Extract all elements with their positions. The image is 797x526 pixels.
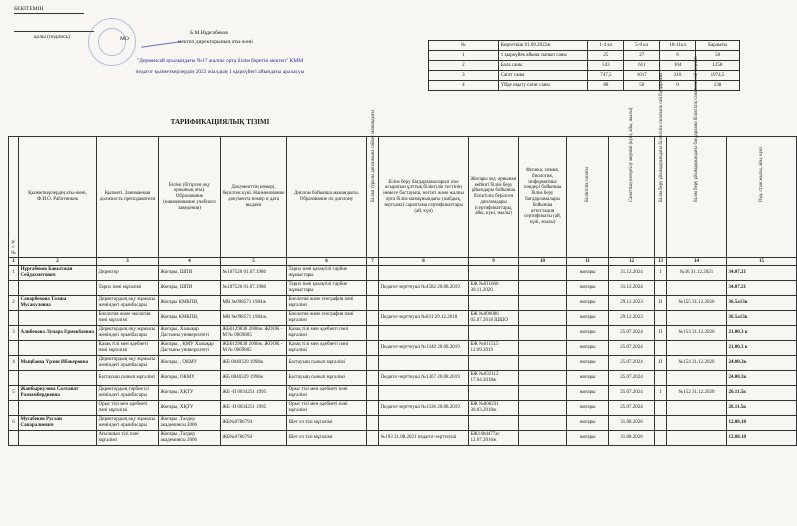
stats-cell: 3: [429, 71, 499, 81]
cell-role: Биология және экология пәні мұғалімі: [97, 311, 159, 326]
table-row: [9, 341, 797, 356]
cell-name: [19, 281, 97, 296]
cell-empty: [367, 386, 379, 401]
cell-name: Мусабеков Руслан Сапаралиевич: [19, 416, 97, 431]
cell-edu: Жоғары, ХҚТУ: [159, 386, 221, 401]
cell-name: Мыңбаева Үрзия Ибакеровна: [19, 356, 97, 371]
col-header: Пед. стаж жылы, айы, күні: [727, 137, 797, 258]
cell-cat: жоғары: [567, 266, 609, 281]
director-role: мектеп директорының аты-жөні: [178, 39, 253, 45]
cell-spec: Тарих пәні қазақтілі тарбие жұмыстары: [287, 266, 367, 281]
stats-cell: 1258: [696, 61, 740, 71]
cell-stage: 24.00.3к: [727, 356, 797, 371]
cell-no: [9, 431, 19, 446]
cell-date: 31.08.2026: [609, 416, 655, 431]
cell-pr: [667, 431, 727, 446]
cell-cert2: [469, 266, 519, 281]
cell-stage: 24.00.3к: [727, 371, 797, 386]
cell-no: 4: [9, 356, 19, 371]
cell-cert: Педагог-зерттеуші №1336 20.08.2019: [379, 401, 469, 416]
stats-cell: №: [429, 41, 499, 51]
cell-date: 31.12.2024: [609, 266, 655, 281]
cell-doc: МВ №098571 1984ж: [221, 296, 287, 311]
cell-empty: [519, 266, 567, 281]
column-number: 3: [97, 258, 159, 266]
col-header: Білімі туралы дипломына сәйкес мамандығы: [367, 137, 379, 258]
col-header: Біліктілік санаты: [567, 137, 609, 258]
cell-grp: II: [655, 356, 667, 371]
signature-caption: қолы (подпись): [34, 34, 70, 40]
table-row: [9, 431, 797, 446]
cell-edu: Жоғары, , ОКМУ: [159, 356, 221, 371]
cell-no: 5: [9, 386, 19, 401]
cell-edu: Жоғары ,Тәлдер академиясы 2006: [159, 416, 221, 431]
stats-cell: 6: [660, 51, 696, 61]
column-number: 14: [667, 258, 727, 266]
cell-cert: [379, 416, 469, 431]
stats-row: [429, 61, 740, 71]
cell-no: [9, 281, 19, 296]
stats-cell: Бала саны: [498, 61, 588, 71]
stats-cell: Көрсеткіш 01.09.2022ж: [498, 41, 588, 51]
column-number: 12: [609, 258, 655, 266]
stats-cell: 543: [588, 61, 624, 71]
cell-edu: Жоғары КМКПИ,: [159, 311, 221, 326]
cell-stage: 26.11.5к: [727, 401, 797, 416]
cell-spec: Бастауыш сынып мұғалімі: [287, 371, 367, 386]
cell-name: [19, 401, 97, 416]
stats-cell: 10-11кл: [660, 41, 696, 51]
cell-grp: I: [655, 266, 667, 281]
cell-empty: [519, 296, 567, 311]
stats-cell: 1-4 кл: [588, 41, 624, 51]
cell-cat: жоғары: [567, 416, 609, 431]
col-header: Білімі (бітірген оқу орнының аты). Образование (наименование учебного заведения): [159, 137, 221, 258]
stats-cell: 1 қыркүйек айына сынып саны: [498, 51, 588, 61]
cell-edu: Жоғары ,Тәлдер академиясы 2006: [159, 431, 221, 446]
cell-empty: [519, 281, 567, 296]
stats-cell: 104: [660, 61, 696, 71]
cell-edu: Жоғары, Халықар Дастыны университеті: [159, 326, 221, 341]
cell-cert2: [469, 386, 519, 401]
cell-cat: жоғары: [567, 296, 609, 311]
cell-pr: №154 31.12.2020: [667, 356, 727, 371]
cell-cat: жоғары: [567, 311, 609, 326]
cell-date: 31.08.2026: [609, 431, 655, 446]
cell-empty: [519, 386, 567, 401]
cell-pr: №155 31.12.2020: [667, 296, 727, 311]
cell-grp: [655, 281, 667, 296]
column-number: 11: [567, 258, 609, 266]
cell-empty: [519, 326, 567, 341]
column-number: 6: [287, 258, 367, 266]
cell-name: Жанбыркулова Салтанат Разиамбердиевна: [19, 386, 97, 401]
col-header: р/с №: [9, 137, 19, 258]
table-row: [9, 386, 797, 401]
column-number-row: [9, 258, 797, 266]
table-row: [9, 356, 797, 371]
col-header: Жоғары оқу орнынан кейінгі білім беру ұйымдары бойынша біліктілік берілген дипломдары (сертификаттары, айы, күні, жылы): [469, 137, 519, 258]
header-row: [9, 137, 797, 258]
school-name: [90, 58, 350, 75]
stats-cell: Барлығы: [696, 41, 740, 51]
cell-role: Директордың оқу жұмысы жөніндегі орынбасары: [97, 296, 159, 311]
column-number: 1: [9, 258, 19, 266]
cell-role: Директор: [97, 266, 159, 281]
column-number: 5: [221, 258, 287, 266]
cell-role: Директордың оқу жұмысы жөніндегі орынбасары: [97, 326, 159, 341]
cell-name: Сапарбекова Талша Мусакуловна: [19, 296, 97, 311]
cell-cat: жоғары: [567, 386, 609, 401]
cell-spec: Қазақ тілі мен әдебиеті пәні мұғалімі: [287, 341, 367, 356]
cell-date: 25.07.2024: [609, 356, 655, 371]
cell-cert2: БЖ №011666 30.11.2020: [469, 281, 519, 296]
column-number: 15: [727, 258, 797, 266]
cell-cert: [379, 356, 469, 371]
column-number: 7: [367, 258, 379, 266]
cell-stage: 12.08.18: [727, 431, 797, 446]
cell-pr: [667, 281, 727, 296]
cell-pr: [667, 401, 727, 416]
cell-empty: [367, 431, 379, 446]
cell-stage: 34.07.21: [727, 281, 797, 296]
cell-grp: I: [655, 386, 667, 401]
stats-cell: Сағат саны: [498, 71, 588, 81]
school-line-1: "Дерменсай ауылындағы №17 жалпы орта білім беретін мектеп" КММ: [136, 58, 304, 64]
cell-name: [19, 431, 97, 446]
cell-name: [19, 341, 97, 356]
col-header: Документтің нөмері, берілген күні. Наименование документа номер и дата выдачи: [221, 137, 287, 258]
cell-pr: №36 31.12.2021: [667, 266, 727, 281]
cell-doc: МВ №098571 1984ж.: [221, 311, 287, 326]
cell-cert2: БЖ №032112 17.04.2018ж: [469, 371, 519, 386]
cell-edu: Жоғары, ШПИ: [159, 281, 221, 296]
cell-cert: [379, 326, 469, 341]
cell-empty: [367, 401, 379, 416]
column-number: 2: [19, 258, 97, 266]
cell-date: 31.12.2024: [609, 281, 655, 296]
cell-cert: Педагог-зерттеуші №831 29.12.2018: [379, 311, 469, 326]
cell-no: [9, 401, 19, 416]
column-number: 4: [159, 258, 221, 266]
cell-edu: Жоғары, ШПИ: [159, 266, 221, 281]
cell-grp: II: [655, 296, 667, 311]
cell-pr: [667, 371, 727, 386]
table-row: [9, 311, 797, 326]
cell-grp: [655, 311, 667, 326]
cell-no: [9, 311, 19, 326]
stats-cell: 138: [696, 81, 740, 91]
stats-cell: Үйде оқыту сағат саны: [498, 81, 588, 91]
signature-line: [14, 31, 94, 32]
cell-grp: II: [655, 326, 667, 341]
stats-cell: 50: [624, 81, 660, 91]
cell-pr: №153 31.12.2020: [667, 326, 727, 341]
stats-cell: 5-9 кл: [624, 41, 660, 51]
cell-role: Ағылшын тілі пәні мұғалімі: [97, 431, 159, 446]
cell-role: Директордың тәрбие ісі жөніндегі орынбасары: [97, 386, 159, 401]
cell-role: Директордың оқу жұмысы жөніндегі орынбасары: [97, 416, 159, 431]
cell-cert: [379, 386, 469, 401]
stats-cell: 0: [660, 81, 696, 91]
cell-doc: ЖБ0129838 2008ж. ЖООК - М № 0069805: [221, 326, 287, 341]
cell-cert2: БЖ14bd477ас 12.07.2016ж: [469, 431, 519, 446]
table-row: [9, 371, 797, 386]
col-header: Қызметкерлердің аты-жөні, Ф.И.О. Работников: [19, 137, 97, 258]
column-number: 10: [519, 258, 567, 266]
cell-empty: [519, 356, 567, 371]
stats-row: [429, 71, 740, 81]
cell-role: Бастауыш сынып мұғалімі: [97, 371, 159, 386]
table-row: [9, 281, 797, 296]
cell-doc: ЖБ0129838 2008ж. ЖООК - М № 0069805: [221, 341, 287, 356]
cell-cert: №193 31.08.2021 педагог-зерттеуші: [379, 431, 469, 446]
cell-cert: Педагог-зерттеуші №4582 20.08.2019: [379, 281, 469, 296]
cell-no: 1: [9, 266, 19, 281]
column-number: 9: [469, 258, 519, 266]
cell-no: 2: [9, 296, 19, 311]
cell-spec: Бастауыш сынып мұғалімі: [287, 356, 367, 371]
cell-date: 25.07.2024: [609, 326, 655, 341]
school-line-2: педагог қызметкерлердің 2022 жылдың 1 қыркүйегі айындағы араласуы: [135, 68, 305, 75]
cell-cert2: БЖ №011515 12.09.2019: [469, 341, 519, 356]
cell-doc: ЖБ 0040329 1998ж: [221, 356, 287, 371]
cell-stage: 21.00.3 к: [727, 326, 797, 341]
cell-cat: жоғары: [567, 371, 609, 386]
cell-name: [19, 311, 97, 326]
col-header: Физика, химия, биология, информатика пәндері бойынша білім беру бағдарламалары бойынша аттестация сертификаты (ай, күні, жылы): [519, 137, 567, 258]
cell-doc: ЖБ -II 0034251 1995: [221, 386, 287, 401]
table-row: [9, 326, 797, 341]
table-row: [9, 296, 797, 311]
cell-pr: №152 31.12.2020: [667, 386, 727, 401]
cell-cert: [379, 296, 469, 311]
cell-spec: Шет ел тілі мұғалімі: [287, 416, 367, 431]
cell-spec: Биология және география пәні мұғалімі: [287, 311, 367, 326]
stats-cell: 1017: [624, 71, 660, 81]
cell-empty: [367, 266, 379, 281]
stats-cell: 88: [588, 81, 624, 91]
col-header: Санаттың өзгертілу мерзімі (күні, айы, жылы): [609, 137, 655, 258]
column-number: 13: [655, 258, 667, 266]
col-header: Қызметі. Занимаемая должность преподаватели: [97, 137, 159, 258]
cell-date: 29.12.2023: [609, 296, 655, 311]
cell-empty: [519, 401, 567, 416]
cell-spec: Шет ел тілі мұғалімі: [287, 431, 367, 446]
stats-cell: 4: [429, 81, 499, 91]
cell-no: [9, 341, 19, 356]
col-header: Білім беру ұйымдарындағы бағдарлама біліктілік санатына сай мерзімі: [667, 137, 727, 258]
cell-cat: жоғары: [567, 401, 609, 416]
cell-grp: [655, 401, 667, 416]
cell-cat: жоғары: [567, 431, 609, 446]
cell-doc: ЖБ№0786794: [221, 431, 287, 446]
cell-cert2: БЖ №000086 05.07.2018 ШШО: [469, 311, 519, 326]
cell-stage: 34.07.21: [727, 266, 797, 281]
cell-grp: [655, 371, 667, 386]
cell-cert2: [469, 296, 519, 311]
cell-no: 3: [9, 326, 19, 341]
cell-doc: №107526 01.07.1986: [221, 266, 287, 281]
cell-spec: Қазақ тілі мен әдебиеті пәні мұғалімі: [287, 326, 367, 341]
stats-cell: 747,5: [588, 71, 624, 81]
cell-name: Алибекова Лунара Ермекбаевна: [19, 326, 97, 341]
cell-role: Орыс тілі мен әдебиеті пәні мұғалімі: [97, 401, 159, 416]
cell-empty: [519, 416, 567, 431]
cell-name: Нұрғабеков Бакытжан Сейдахметович: [19, 266, 97, 281]
stats-row: [429, 51, 740, 61]
cell-doc: ЖБ -II 0034251 1995: [221, 401, 287, 416]
cell-grp: [655, 341, 667, 356]
table-row: [9, 266, 797, 281]
cell-empty: [367, 296, 379, 311]
column-number: 8: [379, 258, 469, 266]
cell-edu: Жоғары, ХҚТУ: [159, 401, 221, 416]
cell-doc: ЖБ 0040329 1998ж: [221, 371, 287, 386]
stats-row: [429, 41, 740, 51]
cell-pr: [667, 416, 727, 431]
cell-cert: Педагог-зерттеуші №1367 20.08.2019: [379, 371, 469, 386]
stats-cell: 611: [624, 61, 660, 71]
cell-empty: [519, 311, 567, 326]
cell-cat: жоғары: [567, 341, 609, 356]
cell-edu: Жоғары, ОКМУ: [159, 371, 221, 386]
cell-date: 25.07.2024: [609, 386, 655, 401]
cell-spec: Орыс тілі мен әдебиеті пәні мұғалімі: [287, 401, 367, 416]
cell-stage: 21.00.3 к: [727, 341, 797, 356]
cell-date: 25.07.2024: [609, 401, 655, 416]
cell-name: [19, 371, 97, 386]
cell-cert2: [469, 356, 519, 371]
cell-edu: Жоғары КМКПИ,: [159, 296, 221, 311]
cell-spec: Орыс тілі мен әдебиеті пәні мұғалімі: [287, 386, 367, 401]
cell-cat: жоғары: [567, 281, 609, 296]
stats-cell: 1: [429, 51, 499, 61]
cell-empty: [519, 371, 567, 386]
cell-empty: [519, 431, 567, 446]
cell-doc: ЖБ№0786794: [221, 416, 287, 431]
cell-cert2: [469, 416, 519, 431]
cell-date: 25.07.2024: [609, 341, 655, 356]
cell-empty: [367, 311, 379, 326]
col-header: Білім беру ұйымдарындағы біліктілік санатына сай бағдарлама: [655, 137, 667, 258]
cell-role: Қазақ тілі мен әдебиеті пәні мұғалімі: [97, 341, 159, 356]
cell-stage: 26.11.5к: [727, 386, 797, 401]
cell-empty: [367, 356, 379, 371]
cell-grp: [655, 431, 667, 446]
cell-spec: Тарих пәні қазақтілі тарбие жұмыстары: [287, 281, 367, 296]
stats-cell: 27: [624, 51, 660, 61]
cell-pr: [667, 341, 727, 356]
col-header: Білім беру бағдарламаларын іске асыратын ұлттық біліктілік тестінің немесе бастауыш, негізгі және жалпы орта білім мазмұнындағы (жабдық, зертхана) сараптама сертификаттары (ай, күн): [379, 137, 469, 258]
cell-empty: [367, 416, 379, 431]
cell-edu: Жоғары, , ҚМУ Халықар Дастыны университеті: [159, 341, 221, 356]
cell-empty: [367, 341, 379, 356]
stats-row: [429, 81, 740, 91]
cell-doc: №107526 01.07.1986: [221, 281, 287, 296]
cell-cert: [379, 266, 469, 281]
cell-empty: [367, 371, 379, 386]
cell-role: Директордың оқу жұмысы жөніндегі орынбасары: [97, 356, 159, 371]
cell-stage: 12.08.18: [727, 416, 797, 431]
cell-empty: [519, 341, 567, 356]
director-name: Б.М.Нұрғабеков: [190, 30, 228, 36]
stats-cell: 2: [429, 61, 499, 71]
stats-cell: 210: [660, 71, 696, 81]
cell-no: [9, 371, 19, 386]
cell-cat: жоғары: [567, 356, 609, 371]
cell-role: Тарих пәні мұғалімі: [97, 281, 159, 296]
cell-cert2: [469, 326, 519, 341]
stats-cell: 25: [588, 51, 624, 61]
document-title: ТАРИФИКАЦИЯЛЫҚ ТІЗІМІ: [170, 118, 270, 126]
cell-empty: [367, 281, 379, 296]
cell-stage: 36.5а13к: [727, 311, 797, 326]
cell-cat: жоғары: [567, 326, 609, 341]
table-row: [9, 416, 797, 431]
stats-cell: 1974,5: [696, 71, 740, 81]
cell-no: 6: [9, 416, 19, 431]
cell-spec: Биология және география пәні мұғалімі: [287, 296, 367, 311]
cell-empty: [367, 326, 379, 341]
cell-date: 29.12.2023: [609, 311, 655, 326]
cell-pr: [667, 311, 727, 326]
cell-stage: 36.5а13к: [727, 296, 797, 311]
mo-label: МО: [120, 36, 129, 42]
approval-word: БЕКІТЕМІН: [14, 6, 84, 14]
table-row: [9, 401, 797, 416]
stats-cell: 58: [696, 51, 740, 61]
col-header: Диплом бойынша мамандығы. Образование по диплому: [287, 137, 367, 258]
cell-date: 25.07.2024: [609, 371, 655, 386]
cell-cert2: БЖ №006231 30.03.2018ж: [469, 401, 519, 416]
cell-cert: Педагог-зерттеуші №1340 20.08.2019: [379, 341, 469, 356]
cell-grp: [655, 416, 667, 431]
